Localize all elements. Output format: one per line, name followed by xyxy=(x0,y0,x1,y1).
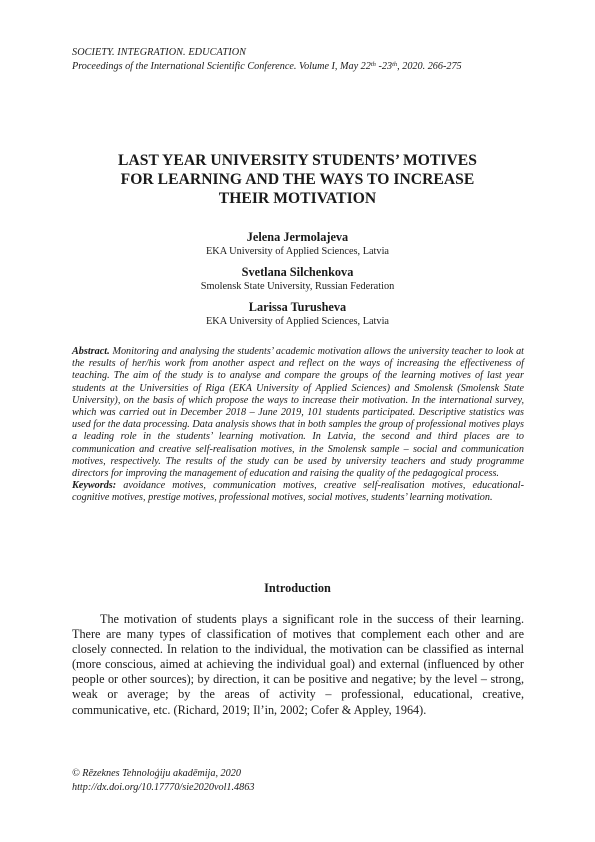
proceedings-prefix: Proceedings of the International Scientific Conference. Volume I, May 22 xyxy=(72,61,371,72)
title-line-1: LAST YEAR UNIVERSITY STUDENTS’ MOTIVES xyxy=(118,152,477,169)
keywords-paragraph xyxy=(72,480,524,504)
introduction-paragraph: The motivation of students plays a significant role in the success of their learning. There are many types of classification of motives that complement each other and are closely connected. In relation to the individual, the motivation can be classified as internal (more conscious, aimed at achieving the individual goal) and external (influenced by other people or other sources); by direction, it can be positive and negative; by the level – strong, weak or average; by the areas of activity – professional, educational, creative, communicative, etc. (Richard, 2019; Il’in, 2002; Cofer & Appley, 1964). xyxy=(72,612,524,717)
author-block xyxy=(60,265,535,293)
date-superscript-2: th xyxy=(392,61,398,68)
title-line-2: FOR LEARNING AND THE WAYS TO INCREASE xyxy=(120,171,475,188)
author-block xyxy=(60,230,535,258)
author-name: Larissa Turusheva xyxy=(248,300,347,314)
author-affiliation: Smolensk State University, Russian Federation xyxy=(200,281,395,292)
section-heading-introduction: Introduction xyxy=(264,581,331,595)
author-affiliation: EKA University of Applied Sciences, Latvia xyxy=(205,316,390,327)
author-affiliation: EKA University of Applied Sciences, Latvia xyxy=(205,246,390,257)
proceedings-line xyxy=(72,60,532,74)
abstract-paragraph xyxy=(72,346,524,480)
journal-name: SOCIETY. INTEGRATION. EDUCATION xyxy=(72,47,247,58)
author-block xyxy=(60,300,535,328)
title-line-3: THEIR MOTIVATION xyxy=(218,190,377,207)
keywords-label: Keywords: xyxy=(72,480,117,492)
proceedings-suffix: , 2020. 266-275 xyxy=(397,61,462,72)
abstract-block xyxy=(72,346,524,505)
author-list xyxy=(60,230,535,335)
keywords-text: avoidance motives, communication motives, creative self-realisation motives, educational-cognitive motives, prestige motives, professional motives, social motives, students’ learning motivation. xyxy=(72,480,524,504)
running-header xyxy=(72,46,532,74)
copyright-notice: © Rēzeknes Tehnoloģiju akadēmija, 2020 xyxy=(72,768,241,779)
date-superscript-1: th xyxy=(370,61,376,68)
page-footer xyxy=(72,767,524,795)
author-name: Jelena Jermolajeva xyxy=(246,230,349,244)
doi-link[interactable]: http://dx.doi.org/10.17770/sie2020vol1.4863 xyxy=(72,782,255,793)
author-name: Svetlana Silchenkova xyxy=(241,265,354,279)
abstract-label: Abstract. xyxy=(72,346,110,357)
abstract-text: Monitoring and analysing the students’ academic motivation allows the university teacher to look at the results of her/his work from another aspect and reflect on the ways of increasing the effectiveness of teaching. The aim of the study is to analyse and compare the groups of the learning motives of last year students at the Universities of Riga (EKA University of Applied Sciences) and Smolensk (Smolensk State University), on the basis of which propose the ways to increase their motivation. In the international survey, which was carried out in December 2018 – June 2019, 101 students participated. Descriptive statistics was used for the data processing. Data analysis shows that in both samples the group of professional motives plays a leading role in the students’ learning motivation. In Latvia, the second and third places are to communication and creative self-realisation motives, in the Smolensk sample – social and communication motives, respectively. The results of the study can be used by university teachers and study programme directors for improving the management of education and raising the quality of the pedagogical process. xyxy=(72,346,524,480)
proceedings-mid: -23 xyxy=(375,61,393,72)
paper-title xyxy=(60,151,535,208)
